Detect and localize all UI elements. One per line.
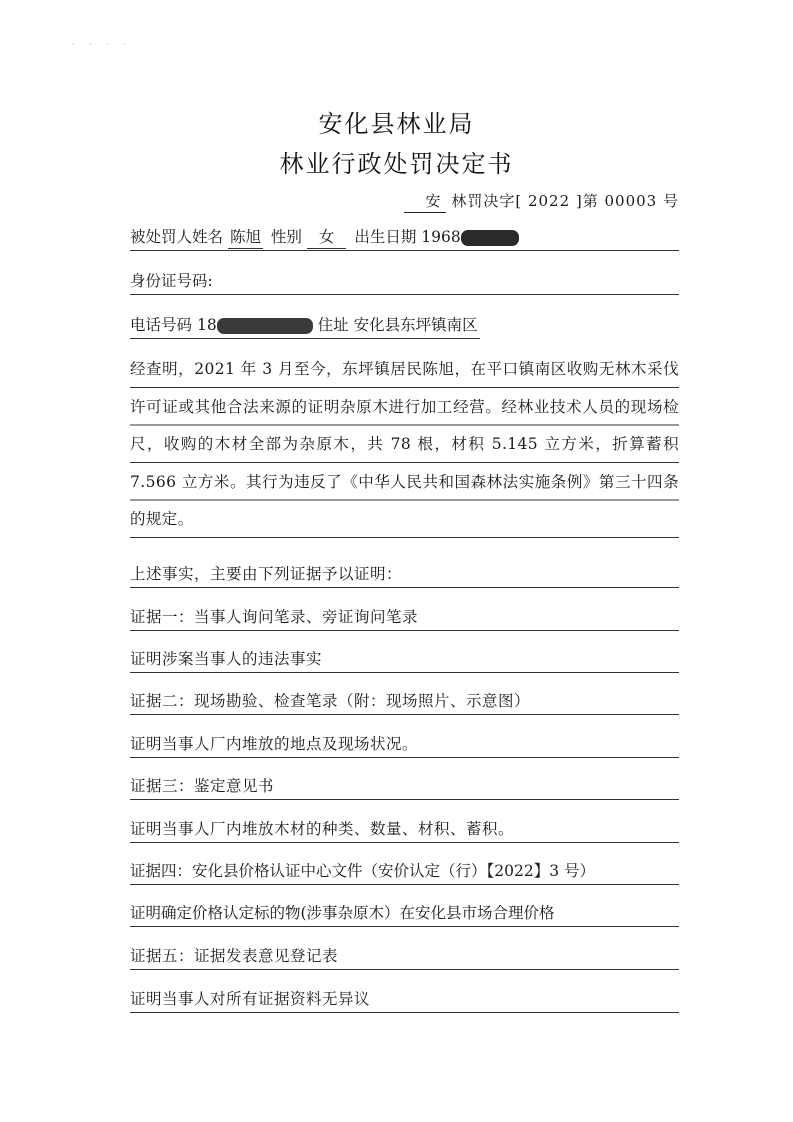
evidence-line: 证明确定价格认定标的物(涉事杂原木）在安化县市场合理价格	[130, 902, 679, 927]
document-number	[404, 190, 679, 213]
facts-paragraph: 经查明，2021 年 3 月至今，东坪镇居民陈旭，在平口镇南区收购无林木采伐许可证或其他合法来源的证明杂原木进行加工经营。经林业技术人员的现场检尺，收购的木材全部为杂原木，共 78 根，材积 5.145 立方米，折算蓄积 7.566 立方米。其行为违反了《中华人民共和国森林法实施条例》第三十四条的规定。	[130, 351, 679, 539]
scan-specks: · · · ·	[72, 40, 132, 49]
redaction-mark	[461, 230, 519, 246]
contact-line	[130, 314, 480, 339]
party-info-line	[130, 226, 679, 251]
redaction-mark	[217, 318, 313, 334]
id-label: 身份证号码:	[130, 272, 213, 290]
evidence-line: 证明当事人厂内堆放的地点及现场状况。	[130, 733, 679, 758]
address-value: 安化县东坪镇南区	[353, 316, 478, 334]
evidence-line: 证据五：证据发表意见登记表	[130, 945, 679, 970]
name-label: 被处罚人姓名	[130, 228, 224, 246]
evidence-line: 证据二：现场勘验、检查笔录（附：现场照片、示意图）	[130, 690, 679, 715]
evidence-line: 证据一：当事人询问笔录、旁证询问笔录	[130, 606, 679, 631]
document-number-body: 林罚决字[ 2022 ]第 00003 号	[451, 192, 679, 210]
evidence-line: 证据四：安化县价格认证中心文件（安价认定（行）【2022】3 号）	[130, 860, 679, 885]
gender-label: 性别	[270, 228, 302, 246]
agency-title: 安化县林业局	[318, 110, 475, 138]
address-label: 住址	[317, 316, 349, 334]
phone-value: 18	[196, 316, 217, 334]
phone-label: 电话号码	[130, 316, 193, 334]
gender-value: 女	[307, 226, 347, 249]
evidence-line: 证明涉案当事人的违法事实	[130, 648, 679, 673]
evidence-line: 证据三：鉴定意见书	[130, 775, 679, 800]
id-line	[130, 270, 679, 295]
name-value: 陈旭	[228, 226, 263, 249]
evidence-line: 证明当事人对所有证据资料无异议	[130, 988, 679, 1013]
evidence-line: 证明当事人厂内堆放木材的种类、数量、材积、蓄积。	[130, 818, 679, 843]
document-number-prefix: 安	[404, 190, 446, 213]
document-title: 林业行政处罚决定书	[279, 150, 514, 178]
evidence-intro: 上述事实，主要由下列证据予以证明：	[130, 563, 679, 588]
birth-label: 出生日期	[354, 228, 417, 246]
birth-value: 1968	[421, 228, 461, 246]
